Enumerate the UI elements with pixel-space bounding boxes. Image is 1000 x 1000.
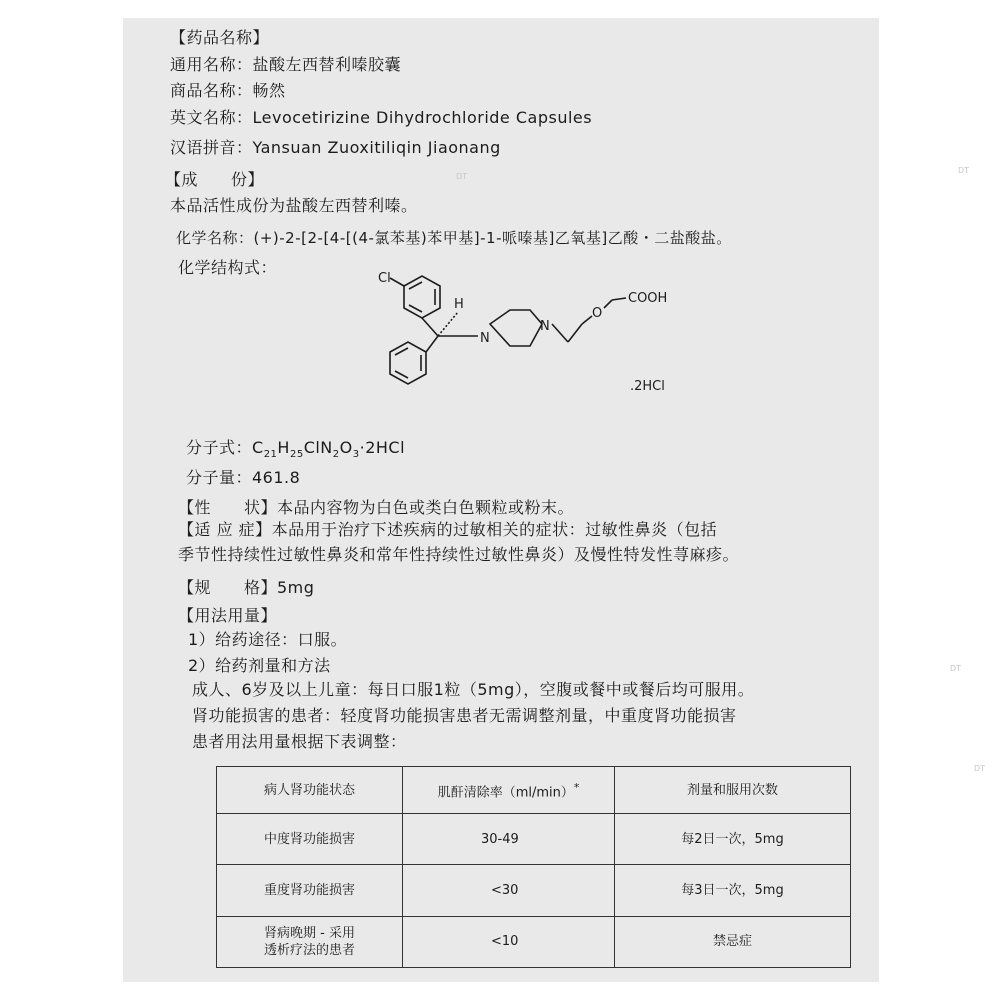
generic-name: 通用名称：盐酸左西替利嗪胶囊 bbox=[170, 55, 402, 74]
specification: 【规 格】5mg bbox=[178, 578, 315, 597]
structure-label: 化学结构式： bbox=[178, 258, 278, 277]
table-row bbox=[217, 916, 851, 967]
route-of-administration: 1）给药途径：口服。 bbox=[188, 630, 348, 649]
hcl-label: .2HCl bbox=[630, 379, 665, 394]
table-cell: <30 bbox=[403, 865, 615, 916]
n-label: N bbox=[540, 319, 550, 334]
watermark: DT bbox=[456, 172, 468, 181]
formula-label: 分子式： bbox=[186, 438, 253, 457]
molecular-formula: 分子式：$C_{21}H_{25}ClN_2O_3\cdot 2HCl$ bbox=[186, 438, 406, 460]
properties: 【性 状】本品内容物为白色或类白色颗粒或粉末。 bbox=[178, 498, 575, 517]
cl-label: Cl bbox=[378, 271, 391, 286]
indications-line-1: 【适 应 症】本品用于治疗下述疾病的过敏相关的症状：过敏性鼻炎（包括 bbox=[178, 520, 718, 539]
molecular-weight: 分子量：461.8 bbox=[186, 468, 301, 487]
chemical-name: 化学名称：(+)-2-[2-[4-[(4-氯苯基)苯甲基]-1-哌嗪基]乙氧基]乙酸・二盐酸盐。 bbox=[176, 229, 732, 247]
table-header-cell: 病人肾功能状态 bbox=[217, 767, 403, 814]
table-cell: 肾病晚期 - 采用 透析疗法的患者 bbox=[217, 916, 403, 967]
drug-name-header: 【药品名称】 bbox=[170, 28, 270, 47]
trade-name: 商品名称：畅然 bbox=[170, 81, 286, 100]
dosage-header: 2）给药剂量和方法 bbox=[188, 656, 331, 675]
pinyin-name: 汉语拼音：Yansuan Zuoxitiliqin Jiaonang bbox=[170, 138, 501, 157]
table-header-cell: 肌酐清除率（ml/min）* bbox=[403, 767, 615, 814]
composition-header: 【成 份】 bbox=[165, 170, 265, 189]
table-cell: <10 bbox=[403, 916, 615, 967]
cooh-label: COOH bbox=[628, 291, 668, 306]
table-header-row bbox=[217, 767, 851, 814]
watermark: DT bbox=[950, 664, 962, 673]
table-cell: 中度肾功能损害 bbox=[217, 814, 403, 865]
english-name: 英文名称：Levocetirizine Dihydrochloride Capsules bbox=[170, 108, 593, 127]
n-label: N bbox=[480, 331, 490, 346]
table-cell: 重度肾功能损害 bbox=[217, 865, 403, 916]
watermark: DT bbox=[958, 166, 970, 175]
table-header-cell: 剂量和服用次数 bbox=[615, 767, 851, 814]
table-cell: 禁忌症 bbox=[615, 916, 851, 967]
dose-adjustment-table bbox=[216, 766, 851, 968]
adult-dose: 成人、6岁及以上儿童：每日口服1粒（5mg），空腹或餐中或餐后均可服用。 bbox=[192, 680, 755, 699]
chemical-structure bbox=[330, 262, 710, 402]
o-label: O bbox=[592, 306, 603, 321]
table-cell: 每2日一次，5mg bbox=[615, 814, 851, 865]
table-cell: 30-49 bbox=[403, 814, 615, 865]
h-label: H bbox=[454, 297, 464, 312]
table-row bbox=[217, 814, 851, 865]
footnote-mark: * bbox=[573, 780, 580, 794]
active-ingredient: 本品活性成份为盐酸左西替利嗪。 bbox=[170, 196, 418, 215]
table-cell: 每3日一次，5mg bbox=[615, 865, 851, 916]
indications-line-2: 季节性持续性过敏性鼻炎和常年性持续性过敏性鼻炎）及慢性特发性荨麻疹。 bbox=[178, 545, 740, 564]
piperazine-ring bbox=[490, 310, 542, 346]
renal-impairment-line-2: 患者用法用量根据下表调整： bbox=[192, 732, 407, 751]
watermark: DT bbox=[974, 764, 986, 773]
usage-header: 【用法用量】 bbox=[178, 606, 278, 625]
table-row bbox=[217, 865, 851, 916]
renal-impairment-line-1: 肾功能损害的患者：轻度肾功能损害患者无需调整剂量，中重度肾功能损害 bbox=[192, 706, 737, 725]
